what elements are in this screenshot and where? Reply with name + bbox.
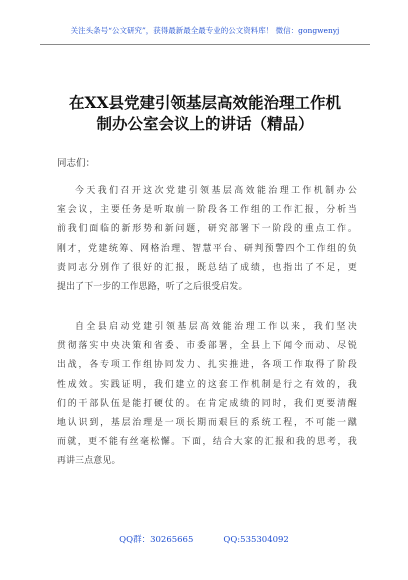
paragraph-line: 室会议，主要任务是听取前一阶段各工作组的工作汇报，分析当 [57,205,357,216]
paragraph-line: 而就，更不能有丝毫松懈。下面，结合大家的汇报和我的思考，我 [57,437,357,448]
paragraph-line: 前我们面临的新形势和新问题，研究部署下一阶段的重点工作。 [57,224,357,235]
paragraph-line: 贯彻落实中央决策和省委、市委部署，全县上下闻令而动、尽锐 [57,341,357,352]
paragraph-line: 地认识到，基层治理是一项长期而艰巨的系统工程，不可能一蹴 [57,417,357,428]
document-title [44,92,366,134]
paragraph-line: 自全县启动党建引领基层高效能治理工作以来，我们坚决 [75,322,357,332]
paragraph-line: 刚才，党建统筹、网格治理、智慧平台、研判预警四个工作组的负 [57,243,357,254]
paragraph-line: 性成效。实践证明，我们建立的这套工作机制是行之有效的，我 [57,379,357,390]
footer-qq: QQ:535304092 [223,535,289,545]
document-title-line-1: 在XX县党建引领基层高效能治理工作机 [68,93,342,112]
paragraph-line: 们的干部队伍是能打硬仗的。在肯定成绩的同时，我们更要清醒 [57,398,357,409]
paragraph-line: 责同志分别作了很好的汇报，既总结了成绩，也指出了不足，更 [57,262,357,273]
paragraph-line: 出战，各专项工作组协同发力、扎实推进，各项工作取得了阶段 [57,360,357,371]
header-divider [40,44,370,45]
header-promo-banner: 关注头条号“公文研究”，获得最新最全最专业的公文资料库！ 微信：gongwenyj [70,26,340,35]
paragraph-line: 今天我们召开这次党建引领基层高效能治理工作机制办公 [75,186,357,196]
footer-contacts [0,535,408,546]
footer-qq-group: QQ群：30265665 [119,535,194,545]
body-paragraph-2 [57,318,357,472]
salutation: 同志们： [57,158,96,169]
body-paragraph-1 [57,182,357,297]
document-title-line-2: 制办公室会议上的讲话（精品） [96,114,314,133]
paragraph-line: 提出了下一步的工作思路，听了之后很受启发。 [57,281,248,292]
paragraph-line: 再讲三点意见。 [57,456,121,467]
